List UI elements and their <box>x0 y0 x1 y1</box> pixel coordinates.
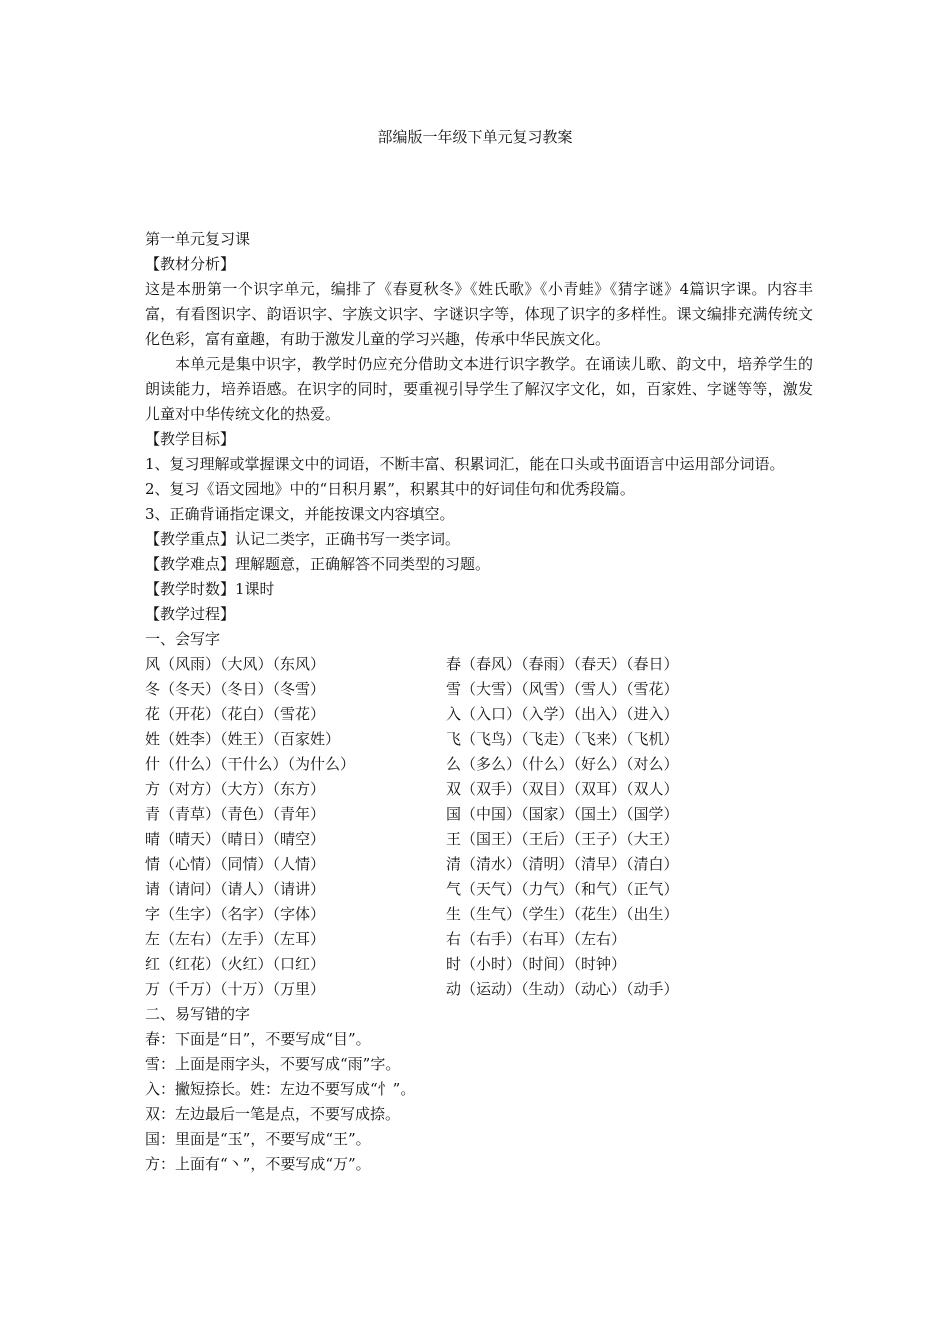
document-title: 部编版一年级下单元复习教案 <box>377 128 573 146</box>
word-row <box>145 677 813 702</box>
word-entry-left: 情（心情）（同情）（人情） <box>145 855 326 873</box>
word-entry-right: 双（双手）（双目）（双耳）（双人） <box>446 780 679 798</box>
word-entry-left: 晴（晴天）（晴日）（晴空） <box>145 830 326 848</box>
word-list <box>145 652 813 1002</box>
unit-heading: 第一单元复习课 <box>145 230 251 248</box>
word-row <box>145 827 813 852</box>
goal-item-3: 3、正确背诵指定课文，并能按课文内容填空。 <box>145 505 455 523</box>
word-row <box>145 752 813 777</box>
teaching-hours: 【教学时数】1课时 <box>145 580 275 598</box>
word-entry-left: 左（左右）（左手）（左耳） <box>145 930 326 948</box>
word-entry-left: 什（什么）（干什么）（为什么） <box>145 755 356 773</box>
word-row <box>145 702 813 727</box>
word-entry-right: 春（春风）（春雨）（春天）（春日） <box>446 655 679 673</box>
word-row <box>145 977 813 1002</box>
word-entry-left: 青（青草）（青色）（青年） <box>145 805 326 823</box>
word-row <box>145 777 813 802</box>
word-entry-left: 姓（姓李）（姓王）（百家姓） <box>145 730 341 748</box>
word-row <box>145 852 813 877</box>
word-entry-right: 么（多么）（什么）（好么）（对么） <box>446 755 679 773</box>
difficulty: 【教学难点】理解题意，正确解答不同类型的习题。 <box>145 555 491 573</box>
word-entry-right: 入（入口）（入学）（出入）（进入） <box>446 705 679 723</box>
word-entry-right: 清（清水）（清明）（清早）（清白） <box>446 855 679 873</box>
common-error-item: 双：左边最后一笔是点，不要写成捺。 <box>145 1105 401 1123</box>
word-row <box>145 877 813 902</box>
goal-item-1: 1、复习理解或掌握课文中的词语，不断丰富、积累词汇，能在口头或书面语言中运用部分词语。 <box>145 455 785 473</box>
document-body <box>145 227 813 1177</box>
analysis-paragraph-1: 这是本册第一个识字单元，编排了《春夏秋冬》《姓氏歌》《小青蛙》《猜字谜》4篇识字课。内容丰富，有看图识字、韵语识字、字族文识字、字谜识字等，体现了识字的多样性。课文编排充满传统文化色彩，富有童趣，有助于激发儿童的学习兴趣，传承中华民族文化。 <box>145 280 813 348</box>
section-2-heading: 二、易写错的字 <box>145 1005 251 1023</box>
word-entry-right: 动（运动）（生动）（动心）（动手） <box>446 980 679 998</box>
goal-item-2: 2、复习《语文园地》中的“日积月累”，积累其中的好词佳句和优秀段篇。 <box>145 480 635 498</box>
word-row <box>145 727 813 752</box>
common-error-item: 雪：上面是雨字头，不要写成“雨”字。 <box>145 1055 401 1073</box>
common-error-item: 春：下面是“日”，不要写成“目”。 <box>145 1030 371 1048</box>
common-error-item: 方：上面有“丶”，不要写成“万”。 <box>145 1155 371 1173</box>
word-entry-right: 气（天气）（力气）（和气）（正气） <box>446 880 679 898</box>
word-row <box>145 927 813 952</box>
word-entry-left: 请（请问）（请人）（请讲） <box>145 880 326 898</box>
common-error-item: 国：里面是“玉”，不要写成“王”。 <box>145 1130 371 1148</box>
word-entry-left: 字（生字）（名字）（字体） <box>145 905 326 923</box>
word-row <box>145 802 813 827</box>
process-heading: 【教学过程】 <box>145 605 236 623</box>
analysis-heading: 【教材分析】 <box>145 255 236 273</box>
word-entry-right: 飞（飞鸟）（飞走）（飞来）（飞机） <box>446 730 679 748</box>
word-entry-right: 王（国王）（王后）（王子）（大王） <box>446 830 679 848</box>
word-entry-right: 国（中国）（国家）（国土）（国学） <box>446 805 679 823</box>
key-point: 【教学重点】认记二类字，正确书写一类字词。 <box>145 530 461 548</box>
goals-heading: 【教学目标】 <box>145 430 236 448</box>
word-entry-left: 红（红花）（火红）（口红） <box>145 955 326 973</box>
word-entry-right: 生（生气）（学生）（花生）（出生） <box>446 905 679 923</box>
word-row <box>145 652 813 677</box>
analysis-paragraph-2: 本单元是集中识字，教学时仍应充分借助文本进行识字教学。在诵读儿歌、韵文中，培养学生的朗读能力，培养语感。在识字的同时，要重视引导学生了解汉字文化，如，百家姓、字谜等等，激发儿童对中华传统文化的热爱。 <box>145 355 813 423</box>
word-entry-left: 方（对方）（大方）（东方） <box>145 780 326 798</box>
word-entry-left: 冬（冬天）（冬日）（冬雪） <box>145 680 326 698</box>
word-entry-right: 右（右手）（右耳）（左右） <box>446 930 627 948</box>
word-entry-left: 花（开花）（花白）（雪花） <box>145 705 326 723</box>
word-entry-left: 万（千万）（十万）（万里） <box>145 980 326 998</box>
section-1-heading: 一、会写字 <box>145 630 221 648</box>
common-error-item: 入：撇短捺长。姓：左边不要写成“忄”。 <box>145 1080 416 1098</box>
word-row <box>145 952 813 977</box>
word-entry-left: 风（风雨）（大风）（东风） <box>145 655 326 673</box>
word-entry-right: 时（小时）（时间）（时钟） <box>446 955 627 973</box>
word-row <box>145 902 813 927</box>
word-entry-right: 雪（大雪）（风雪）（雪人）（雪花） <box>446 680 679 698</box>
